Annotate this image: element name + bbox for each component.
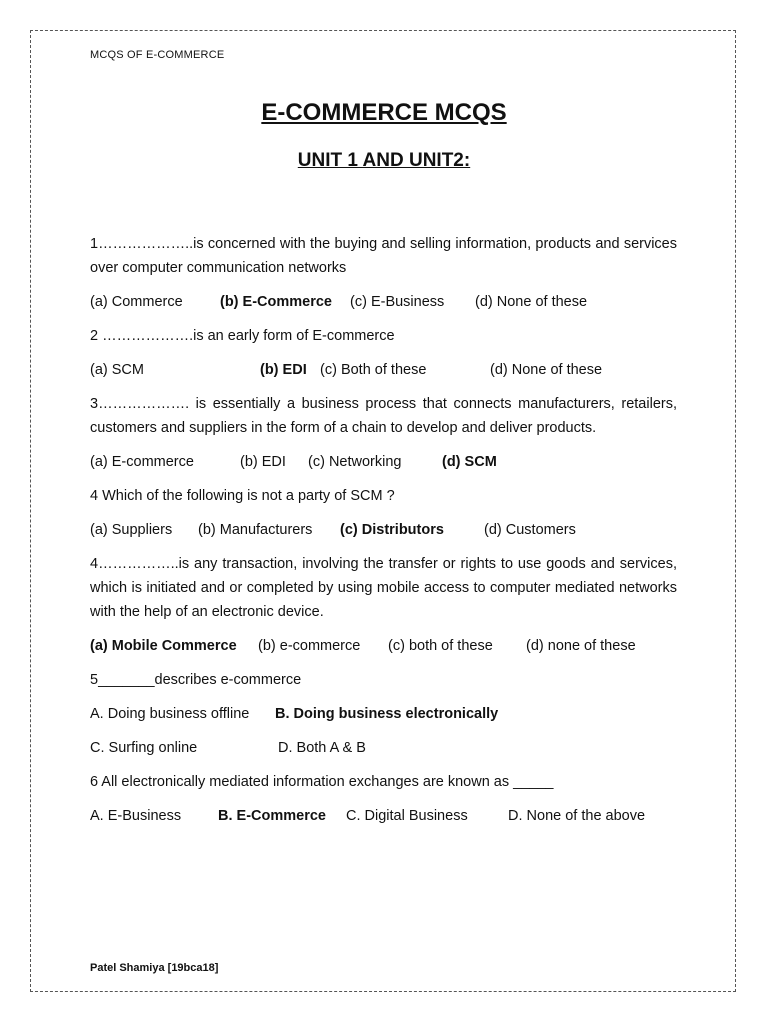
option-prefix: (b) [198,522,220,538]
question-list [90,232,677,838]
question-text: 2 ……………….is an early form of E-commerce [90,328,395,344]
answer-options [90,634,677,658]
option-text: Doing business electronically [293,706,499,722]
option-prefix: (d) [442,454,465,470]
option-prefix: (c) [320,362,341,378]
option-text: Distributors [361,522,444,538]
answer-option [526,634,636,658]
answer-option [90,518,172,542]
option-text: both of these [408,638,493,654]
answer-option [346,804,468,828]
answer-option [240,450,286,474]
answer-option [350,290,444,314]
option-text: Networking [328,454,402,470]
option-text: none of these [547,638,636,654]
option-text: Doing business offline [107,706,250,722]
answer-option [278,736,366,760]
option-text: Manufacturers [219,522,313,538]
answer-option [90,702,249,726]
option-text: Both A & B [296,740,366,756]
question-text: 6 All electronically mediated information exchanges are known as _____ [90,774,554,790]
answer-options [90,358,677,382]
answer-option [508,804,645,828]
answer-option [490,358,602,382]
option-prefix: (b) [258,638,280,654]
answer-options [90,804,677,828]
answer-option [90,634,237,658]
answer-option [388,634,493,658]
option-text: SCM [464,454,497,470]
option-prefix: (c) [340,522,362,538]
option-text: E-Commerce [236,808,326,824]
option-prefix: (a) [90,522,112,538]
option-text: Both of these [340,362,427,378]
option-text: Commerce [111,294,183,310]
option-prefix: (a) [90,454,112,470]
option-prefix: (d) [490,362,512,378]
answer-option [475,290,587,314]
answer-option [220,290,332,314]
option-prefix: A. [90,808,108,824]
answer-option [340,518,444,542]
option-text: EDI [282,362,307,378]
option-prefix: D. [278,740,297,756]
option-text: EDI [261,454,286,470]
answer-option [90,736,197,760]
option-text: None of the above [526,808,646,824]
answer-options [90,290,677,314]
answer-option [90,358,144,382]
option-prefix: (a) [90,362,112,378]
option-text: Mobile Commerce [111,638,237,654]
answer-option [90,450,194,474]
option-text: e-commerce [279,638,361,654]
answer-option [90,290,183,314]
answer-option [442,450,497,474]
option-prefix: (b) [220,294,243,310]
question-text: 4……………..is any transaction, involving the transfer or rights to use goods and services, which is initiated and or completed by using mobile access to computer mediated networks with the help of an electronic device. [90,556,677,620]
page-header: MCQS OF E-COMMERCE [90,49,225,61]
answer-option [308,450,401,474]
answer-options [90,736,677,760]
question-text: 5_______describes e-commerce [90,672,302,688]
option-prefix: C. [346,808,365,824]
answer-option [198,518,312,542]
option-prefix: (c) [388,638,409,654]
page-subtitle: UNIT 1 AND UNIT2: [297,150,471,171]
question-text: 1………………..is concerned with the buying and selling information, products and services over computer communication networks [90,236,677,276]
answer-option [275,702,498,726]
option-text: Suppliers [111,522,173,538]
answer-option [320,358,426,382]
option-prefix: (a) [90,294,112,310]
answer-options [90,450,677,474]
option-prefix: (d) [475,294,497,310]
answer-option [90,804,181,828]
option-prefix: A. [90,706,108,722]
answer-option [260,358,307,382]
option-prefix: (d) [484,522,506,538]
option-text: None of these [511,362,603,378]
option-prefix: C. [90,740,109,756]
option-text: Surfing online [108,740,198,756]
option-text: Customers [505,522,576,538]
option-prefix: (b) [240,454,262,470]
answer-option [484,518,576,542]
answer-option [258,634,360,658]
question-text: 4 Which of the following is not a party of SCM ? [90,488,395,504]
option-prefix: (b) [260,362,283,378]
page-title: E-COMMERCE MCQS [261,99,507,126]
option-text: E-commerce [111,454,194,470]
answer-options [90,702,677,726]
option-text: E-Business [370,294,445,310]
option-prefix: (c) [350,294,371,310]
option-text: E-Commerce [242,294,332,310]
option-text: SCM [111,362,144,378]
answer-options [90,518,677,542]
option-prefix: B. [218,808,237,824]
option-prefix: (d) [526,638,548,654]
option-prefix: (a) [90,638,112,654]
option-text: None of these [496,294,588,310]
option-prefix: D. [508,808,527,824]
option-prefix: B. [275,706,294,722]
option-prefix: (c) [308,454,329,470]
page-footer: Patel Shamiya [19bca18] [90,962,219,974]
option-text: Digital Business [364,808,468,824]
answer-option [218,804,326,828]
option-text: E-Business [107,808,182,824]
question-text: 3………………. is essentially a business process that connects manufacturers, retailers, customers and suppliers in the form of a chain to develop and deliver products. [90,396,677,436]
